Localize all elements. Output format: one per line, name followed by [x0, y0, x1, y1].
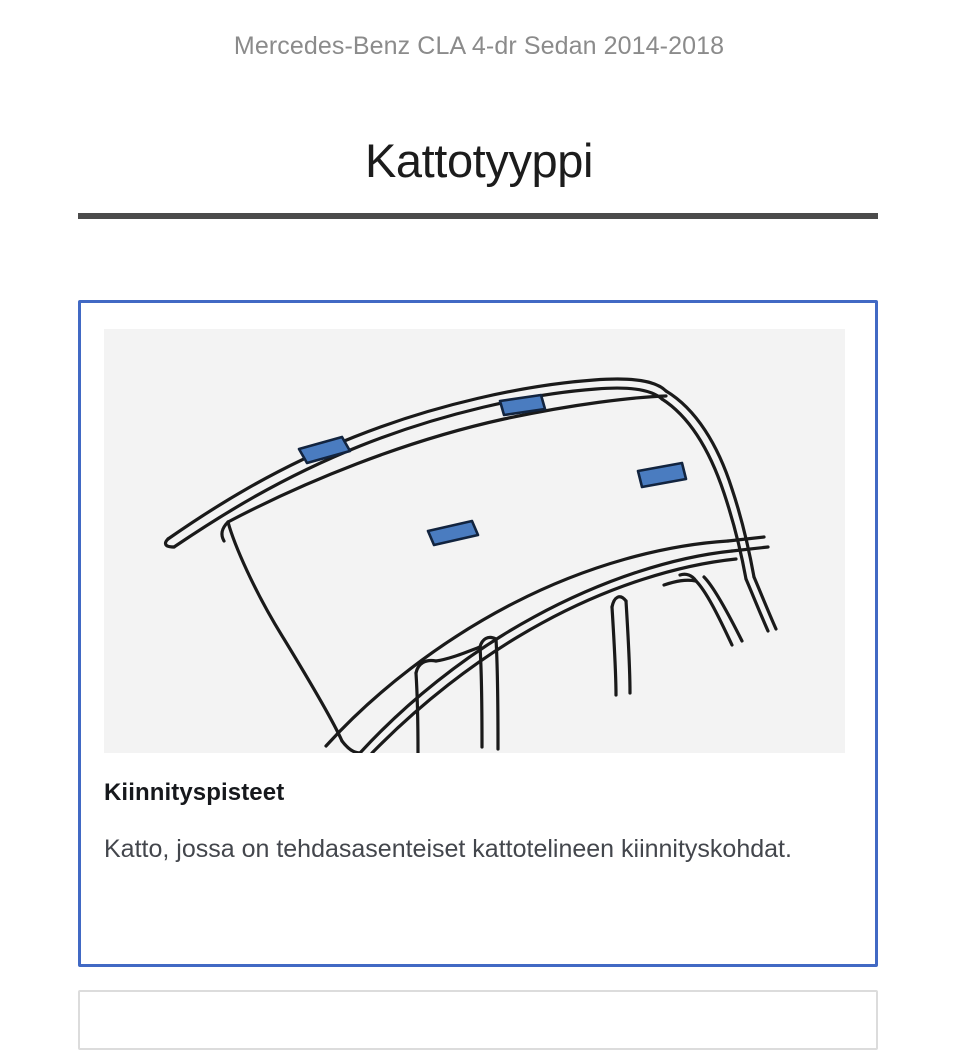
vehicle-subtitle: Mercedes-Benz CLA 4-dr Sedan 2014-2018 [233, 32, 725, 60]
option-description: Katto, jossa on tehdasasenteiset kattotelineen kiinnityskohdat. [104, 835, 792, 863]
option-card-next[interactable] [78, 990, 878, 1050]
option-heading: Kiinnityspisteet [104, 779, 285, 806]
fixpoint-marker-rear-left [428, 521, 478, 545]
title-divider [78, 213, 878, 219]
fixpoint-marker-front-left [299, 437, 350, 463]
page-title: Kattotyyppi [364, 134, 594, 188]
option-card-kiinnityspisteet[interactable] [78, 300, 878, 967]
fixpoint-marker-rear-right [638, 463, 686, 487]
car-roof-fixpoints-icon [104, 329, 845, 753]
option-illustration [104, 329, 845, 753]
